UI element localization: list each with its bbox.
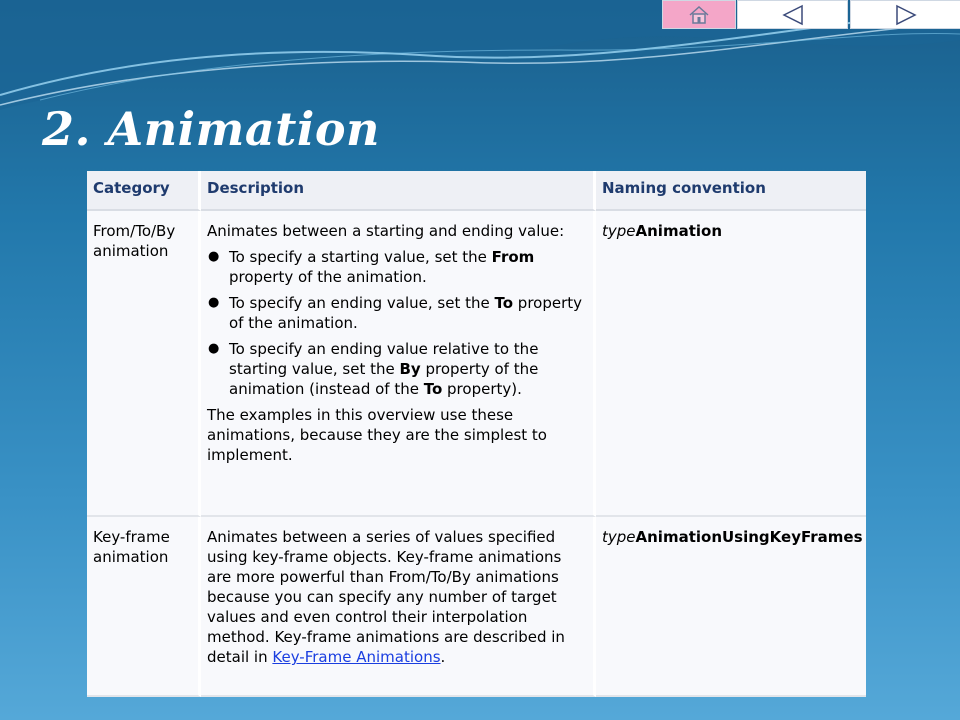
naming-convention-cell (596, 517, 866, 697)
table-row (87, 211, 866, 517)
next-slide-button[interactable] (850, 0, 960, 29)
list-item: ● To specify a starting value, set the From property of the animation. (229, 247, 587, 287)
table-row (87, 517, 866, 697)
naming-convention-cell (596, 211, 866, 517)
description-cell (201, 211, 596, 517)
type-prefix: type (602, 222, 636, 240)
list-item: ● To specify an ending value relative to the starting value, set the By property of the animation (instead of the To property). (229, 339, 587, 399)
header-description: Description (201, 171, 596, 211)
description-cell: Animates between a series of values specified using key-frame objects. Key-frame animations are more powerful than From/To/By animations because you can specify any number of target values and even control their interpolation method. Key-frame animations are described in detail in Key-Frame Animations. (201, 517, 596, 697)
home-icon (688, 5, 710, 25)
triangle-right-icon (894, 4, 918, 26)
category-cell: From/To/By animation (87, 211, 201, 517)
naming-suffix: AnimationUsingKeyFrames (635, 528, 863, 546)
key-frame-animations-link[interactable]: Key-Frame Animations (272, 648, 441, 666)
header-naming-convention: Naming convention (596, 171, 866, 211)
type-prefix: type (602, 528, 636, 546)
description-intro: Animates between a starting and ending value: (207, 222, 565, 240)
description-outro: The examples in this overview use these animations, because they are the simplest to implement. (207, 406, 547, 464)
slide-title: 2. Animation (42, 102, 380, 156)
bullet-list (207, 247, 587, 399)
list-item: ● To specify an ending value, set the To property of the animation. (229, 293, 587, 333)
triangle-left-icon (781, 4, 805, 26)
naming-suffix: Animation (635, 222, 722, 240)
description-text: Animates between a series of values specified using key-frame objects. Key-frame animations are more powerful than From/To/By animations because you can specify any number of target values and even control their interpolation method. Key-frame animations are described in detail in (207, 528, 565, 666)
header-category: Category (87, 171, 201, 211)
animation-types-table (87, 171, 866, 697)
home-button[interactable] (662, 0, 736, 29)
table-header-row (87, 171, 866, 211)
previous-slide-button[interactable] (737, 0, 848, 29)
category-cell: Key-frame animation (87, 517, 201, 697)
